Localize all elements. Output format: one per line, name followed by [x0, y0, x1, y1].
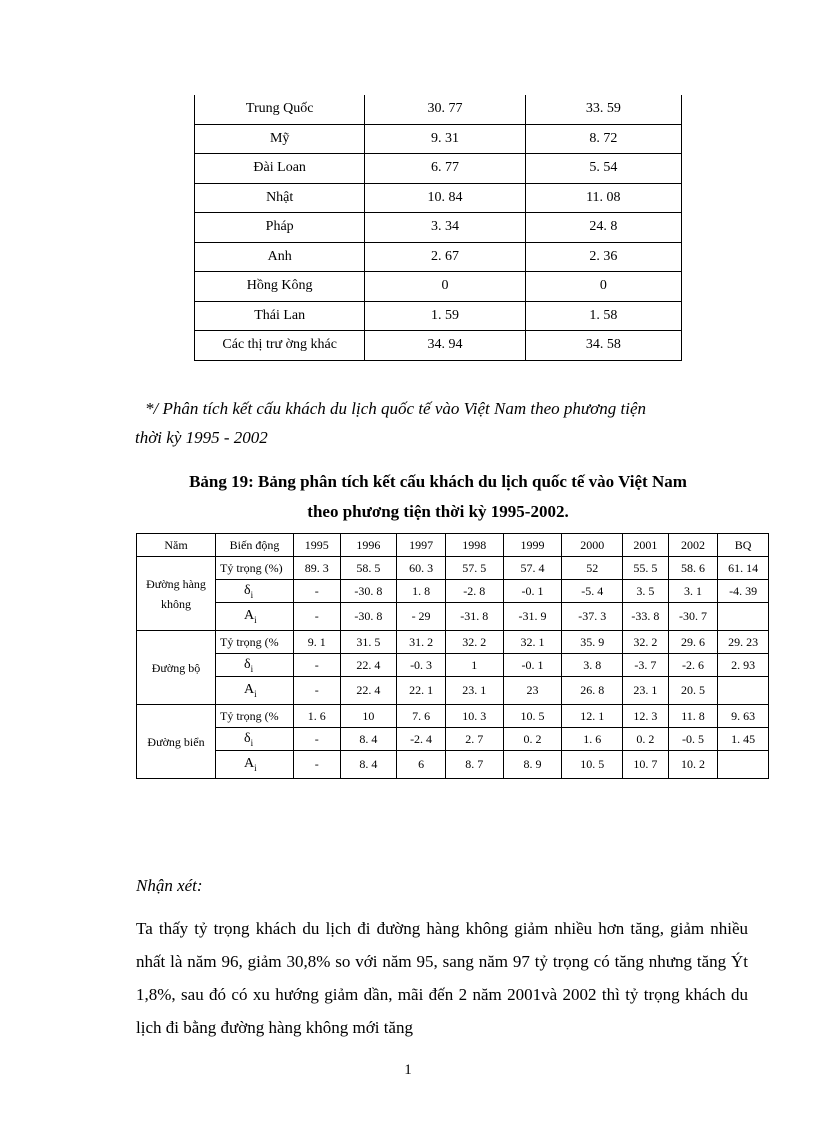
value-cell: 8. 7	[445, 751, 503, 779]
indicator-symbol-cell	[216, 751, 294, 779]
value-cell: 22. 1	[397, 677, 446, 705]
table-row	[195, 213, 682, 243]
value-cell: -	[293, 654, 340, 677]
header-cell: 1996	[340, 534, 397, 557]
header-cell: Biến động	[216, 534, 294, 557]
table-row	[195, 95, 682, 124]
indicator-label-cell: Tỷ trọng (%)	[216, 557, 294, 580]
value-cell	[718, 677, 769, 705]
value-cell: -	[293, 677, 340, 705]
market-name-cell: Hồng Kông	[195, 272, 365, 302]
value-cell: 23	[503, 677, 562, 705]
value-cell: 22. 4	[340, 677, 397, 705]
value-cell: 3. 1	[668, 580, 718, 603]
value-cell: 89. 3	[293, 557, 340, 580]
value-cell: 9. 31	[365, 124, 525, 154]
header-cell: Năm	[137, 534, 216, 557]
transport-group-cell: Đường biển	[137, 705, 216, 779]
value-cell: 11. 8	[668, 705, 718, 728]
value-cell: -0. 3	[397, 654, 446, 677]
table-row	[137, 751, 769, 779]
header-cell: 1995	[293, 534, 340, 557]
subheading-line-1: */ Phân tích kết cấu khách du lịch quốc tế vào Việt Nam theo phương tiện	[145, 399, 646, 418]
value-cell: 5. 54	[525, 154, 681, 184]
value-cell: -4. 39	[718, 580, 769, 603]
value-cell: 8. 4	[340, 751, 397, 779]
caption-line-2: theo phương tiện thời kỳ 1995-2002.	[307, 502, 569, 521]
market-name-cell: Thái Lan	[195, 301, 365, 331]
value-cell: -	[293, 751, 340, 779]
value-cell: -37. 3	[562, 603, 623, 631]
table-row	[195, 124, 682, 154]
indicator-symbol-cell	[216, 728, 294, 751]
value-cell: 10. 5	[503, 705, 562, 728]
value-cell: -31. 9	[503, 603, 562, 631]
value-cell: 6. 77	[365, 154, 525, 184]
value-cell: 9. 1	[293, 631, 340, 654]
market-name-cell: Các thị trư ờng khác	[195, 331, 365, 361]
value-cell: 10. 5	[562, 751, 623, 779]
value-cell: 10. 7	[623, 751, 669, 779]
table-row	[137, 557, 769, 580]
value-cell: -31. 8	[445, 603, 503, 631]
value-cell: 31. 2	[397, 631, 446, 654]
value-cell: 10. 3	[445, 705, 503, 728]
table-row	[137, 631, 769, 654]
value-cell: 34. 58	[525, 331, 681, 361]
indicator-subscript: i	[254, 688, 257, 699]
table-row	[137, 677, 769, 705]
transport-structure-table	[136, 533, 769, 779]
indicator-label-cell: Tỷ trọng (%	[216, 705, 294, 728]
market-name-cell: Mỹ	[195, 124, 365, 154]
value-cell: 52	[562, 557, 623, 580]
note-title: Nhận xét:	[136, 876, 203, 895]
value-cell: 32. 2	[623, 631, 669, 654]
value-cell: - 29	[397, 603, 446, 631]
value-cell: 55. 5	[623, 557, 669, 580]
value-cell: 57. 5	[445, 557, 503, 580]
header-cell: 1998	[445, 534, 503, 557]
market-name-cell: Đài Loan	[195, 154, 365, 184]
value-cell: 1. 6	[293, 705, 340, 728]
value-cell: -30. 7	[668, 603, 718, 631]
indicator-subscript: i	[254, 614, 257, 625]
indicator-subscript: i	[250, 737, 254, 748]
value-cell: 61. 14	[718, 557, 769, 580]
value-cell: 1	[445, 654, 503, 677]
value-cell: -3. 7	[623, 654, 669, 677]
indicator-symbol-cell	[216, 580, 294, 603]
value-cell: 33. 59	[525, 95, 681, 124]
table-row	[137, 580, 769, 603]
value-cell: 29. 6	[668, 631, 718, 654]
value-cell: -2. 8	[445, 580, 503, 603]
value-cell: 1. 6	[562, 728, 623, 751]
value-cell: 1. 59	[365, 301, 525, 331]
indicator-subscript: i	[250, 663, 254, 674]
value-cell: 60. 3	[397, 557, 446, 580]
value-cell: 2. 7	[445, 728, 503, 751]
value-cell: 10. 2	[668, 751, 718, 779]
transport-group-cell: Đường hàng không	[137, 557, 216, 631]
value-cell: 3. 5	[623, 580, 669, 603]
value-cell: -	[293, 603, 340, 631]
value-cell: 32. 2	[445, 631, 503, 654]
transport-group-cell: Đường bộ	[137, 631, 216, 705]
value-cell: 22. 4	[340, 654, 397, 677]
indicator-symbol-cell	[216, 603, 294, 631]
value-cell: -	[293, 728, 340, 751]
caption-line-1: Bảng 19: Bảng phân tích kết cấu khách du lịch quốc tế vào Việt Nam	[189, 472, 687, 491]
indicator-symbol: δ	[244, 730, 251, 746]
indicator-label-cell: Tỷ trọng (%	[216, 631, 294, 654]
value-cell: 24. 8	[525, 213, 681, 243]
value-cell: -5. 4	[562, 580, 623, 603]
value-cell: 3. 34	[365, 213, 525, 243]
value-cell: 8. 72	[525, 124, 681, 154]
value-cell: 10	[340, 705, 397, 728]
value-cell: -30. 8	[340, 603, 397, 631]
value-cell: -0. 1	[503, 580, 562, 603]
market-name-cell: Nhật	[195, 183, 365, 213]
value-cell: 10. 84	[365, 183, 525, 213]
value-cell: -	[293, 580, 340, 603]
value-cell: 0	[525, 272, 681, 302]
value-cell: 0. 2	[623, 728, 669, 751]
value-cell: 35. 9	[562, 631, 623, 654]
table-row	[137, 654, 769, 677]
value-cell: 2. 36	[525, 242, 681, 272]
value-cell: 1. 58	[525, 301, 681, 331]
table-caption	[135, 467, 741, 527]
section-subheading	[135, 394, 775, 452]
subheading-line-2: thời kỳ 1995 - 2002	[135, 428, 268, 447]
market-share-table	[194, 95, 682, 361]
header-cell: 2002	[668, 534, 718, 557]
value-cell: -2. 6	[668, 654, 718, 677]
table-row	[195, 331, 682, 361]
value-cell: 20. 5	[668, 677, 718, 705]
header-cell: BQ	[718, 534, 769, 557]
header-cell: 1997	[397, 534, 446, 557]
value-cell: -0. 5	[668, 728, 718, 751]
table-row	[137, 603, 769, 631]
value-cell: 1. 45	[718, 728, 769, 751]
value-cell: 34. 94	[365, 331, 525, 361]
table-row	[195, 242, 682, 272]
value-cell: 2. 93	[718, 654, 769, 677]
table-row	[195, 301, 682, 331]
indicator-subscript: i	[250, 589, 254, 600]
value-cell: 8. 4	[340, 728, 397, 751]
value-cell: 58. 5	[340, 557, 397, 580]
indicator-symbol: A	[244, 608, 255, 624]
market-name-cell: Trung Quốc	[195, 95, 365, 124]
note-paragraph: Ta thấy tỷ trọng khách du lịch đi đường hàng không giảm nhiều hơn tăng, giảm nhiều nhất là năm 96, giảm 30,8% so với năm 95, sang năm 97 tỷ trọng có tăng nhưng tăng Ýt 1,8%, sau đó có xu hướng giảm dần, mãi đến 2 năm 2001và 2002 thì tỷ trọng khách du lịch đi bằng đường hàng không mới tăng	[136, 919, 748, 1037]
value-cell: 0	[365, 272, 525, 302]
value-cell: 23. 1	[623, 677, 669, 705]
table-row	[137, 705, 769, 728]
value-cell: 23. 1	[445, 677, 503, 705]
header-cell: 2001	[623, 534, 669, 557]
value-cell: 57. 4	[503, 557, 562, 580]
indicator-symbol-cell	[216, 654, 294, 677]
indicator-symbol: δ	[244, 656, 251, 672]
value-cell	[718, 603, 769, 631]
value-cell: 8. 9	[503, 751, 562, 779]
header-cell: 1999	[503, 534, 562, 557]
table-row	[195, 154, 682, 184]
value-cell: 26. 8	[562, 677, 623, 705]
value-cell: 6	[397, 751, 446, 779]
value-cell: 58. 6	[668, 557, 718, 580]
value-cell: -33. 8	[623, 603, 669, 631]
indicator-symbol: A	[244, 756, 255, 772]
value-cell: 31. 5	[340, 631, 397, 654]
value-cell: 1. 8	[397, 580, 446, 603]
value-cell: 12. 1	[562, 705, 623, 728]
table-row	[137, 728, 769, 751]
table-row	[195, 183, 682, 213]
table-row	[195, 272, 682, 302]
indicator-subscript: i	[254, 762, 257, 773]
market-name-cell: Anh	[195, 242, 365, 272]
value-cell: 3. 8	[562, 654, 623, 677]
indicator-symbol-cell	[216, 677, 294, 705]
value-cell: 2. 67	[365, 242, 525, 272]
table-header-row	[137, 534, 769, 557]
value-cell: 32. 1	[503, 631, 562, 654]
value-cell: 11. 08	[525, 183, 681, 213]
value-cell: 30. 77	[365, 95, 525, 124]
page-number: 1	[404, 1062, 412, 1078]
value-cell: 7. 6	[397, 705, 446, 728]
value-cell: 0. 2	[503, 728, 562, 751]
header-cell: 2000	[562, 534, 623, 557]
indicator-symbol: δ	[244, 582, 251, 598]
value-cell: 29. 23	[718, 631, 769, 654]
market-name-cell: Pháp	[195, 213, 365, 243]
value-cell: 9. 63	[718, 705, 769, 728]
value-cell: -2. 4	[397, 728, 446, 751]
value-cell: -30. 8	[340, 580, 397, 603]
indicator-symbol: A	[244, 682, 255, 698]
value-cell: 12. 3	[623, 705, 669, 728]
value-cell	[718, 751, 769, 779]
value-cell: -0. 1	[503, 654, 562, 677]
